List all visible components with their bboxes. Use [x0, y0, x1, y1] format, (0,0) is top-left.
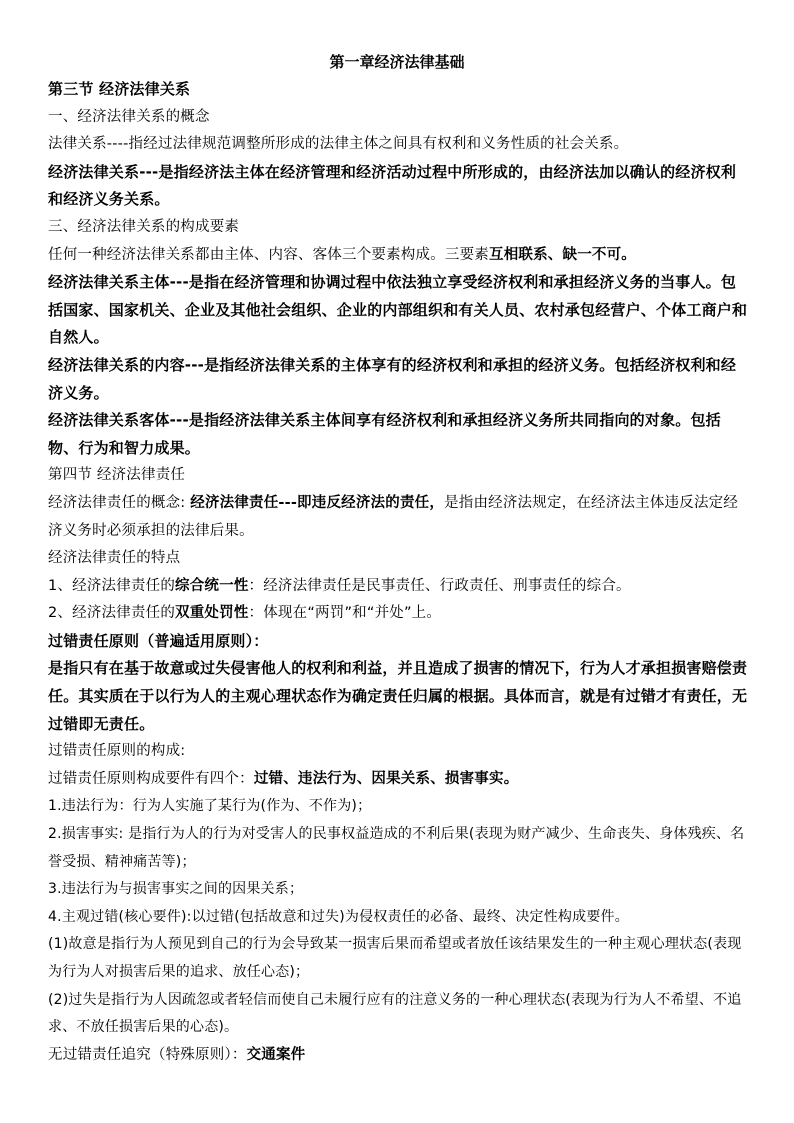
text-run: 经济法律责任的概念:	[48, 494, 191, 511]
subheading: 过错责任原则的构成:	[48, 743, 186, 760]
paragraph	[48, 242, 750, 270]
paragraph: 法律关系----指经过法律规范调整所形成的法律主体之间具有权利和义务性质的社会关系。	[48, 136, 629, 153]
paragraph	[48, 766, 750, 794]
list-item: 2.损害事实: 是指行为人的行为对受害人的民事权益造成的不利后果(表现为财产减少、生命丧失、身体残疾、名誉受损、精神痛苦等)；	[48, 826, 745, 870]
list-item: (2)过失是指行为人因疏忽或者轻信而使自己未履行应有的注意义务的一种心理状态(表现为行为人不希望、不追求、不放任损害后果的心态)。	[48, 991, 742, 1036]
bold-run: 综合统一性	[175, 577, 249, 594]
subheading: 经济法律责任的特点	[48, 550, 181, 567]
list-item: 1.违法行为：行为人实施了某行为(作为、不作为)；	[48, 798, 372, 815]
bold-paragraph: 经济法律关系主体---是指在经济管理和协调过程中依法独立享受经济权利和承担经济义务的当事人。包括国家、国家机关、企业及其他社会组织、企业的内部组织和有关人员、农村承包经营户、个体工商户和自然人。	[48, 273, 748, 347]
bold-run: 交通案件	[246, 1046, 306, 1063]
list-item: (1)故意是指行为人预见到自己的行为会导致某一损害后果而希望或者放任该结果发生的一种主观心理状态(表现为行为人对损害后果的追求、放任心态)；	[48, 936, 742, 980]
subheading: 三、经济法律关系的构成要素	[48, 218, 240, 235]
section-heading: 第三节 经济法律关系	[48, 80, 191, 98]
document-title: 第一章经济法律基础	[329, 53, 465, 71]
text-run: 任何一种经济法律关系都由主体、内容、客体三个要素构成。三要素	[48, 246, 489, 263]
text-run: 2、经济法律责任的	[48, 605, 176, 622]
bold-subheading: 过错责任原则（普遍适用原则）：	[48, 631, 269, 650]
bold-paragraph: 是指只有在基于故意或过失侵害他人的权利和利益，并且造成了损害的情况下，行为人才承担损害赔偿责任。其实质在于以行为人的主观心理状态作为确定责任归属的根据。具体而言，就是有过错才有责任，无过错即无责任。	[48, 659, 748, 733]
bold-run: 互相联系、缺一不可。	[489, 246, 636, 263]
text-run: ：经济法律责任是民事责任、行政责任、刑事责任的综合。	[248, 577, 631, 594]
document-body	[48, 76, 750, 1069]
bold-paragraph: 经济法律关系---是指经济法主体在经济管理和经济活动过程中所形成的，由经济法加以确认的经济权利和经济义务关系。	[48, 162, 737, 209]
bold-run: 双重处罚性	[175, 605, 249, 622]
bold-run: 经济法律责任---即违反经济法的责任，	[190, 494, 445, 511]
list-item	[48, 573, 750, 601]
text-run: 1、经济法律责任的	[48, 577, 176, 594]
list-item: 4.主观过错(核心要件):以过错(包括故意和过失)为侵权责任的必备、最终、决定性构成要件。	[48, 908, 629, 925]
bold-paragraph: 经济法律关系客体---是指经济法律关系主体间享有经济权利和承担经济义务所共同指向的对象。包括物、行为和智力成果。	[48, 411, 721, 457]
subheading: 一、经济法律关系的概念	[48, 108, 210, 125]
section-heading: 第四节 经济法律责任	[48, 467, 186, 484]
list-item	[48, 600, 750, 628]
bold-run: 过错、违法行为、因果关系、损害事实。	[253, 770, 519, 787]
text-run: ：体现在“两罚”和“并处”上。	[248, 605, 442, 622]
paragraph	[48, 1042, 750, 1070]
text-run: 是指由经济法规定，在经济法主体违反法定经济义务时必须承担的法律后果。	[48, 494, 739, 539]
list-item: 3.违法行为与损害事实之间的因果关系；	[48, 881, 304, 898]
text-run: 过错责任原则构成要件有四个：	[48, 770, 254, 787]
bold-paragraph: 经济法律关系的内容---是指经济法律关系的主体享有的经济权利和承担的经济义务。包括经济权利和经济义务。	[48, 355, 737, 402]
text-run: 无过错责任追究（特殊原则）：	[48, 1046, 247, 1063]
paragraph	[48, 490, 750, 545]
